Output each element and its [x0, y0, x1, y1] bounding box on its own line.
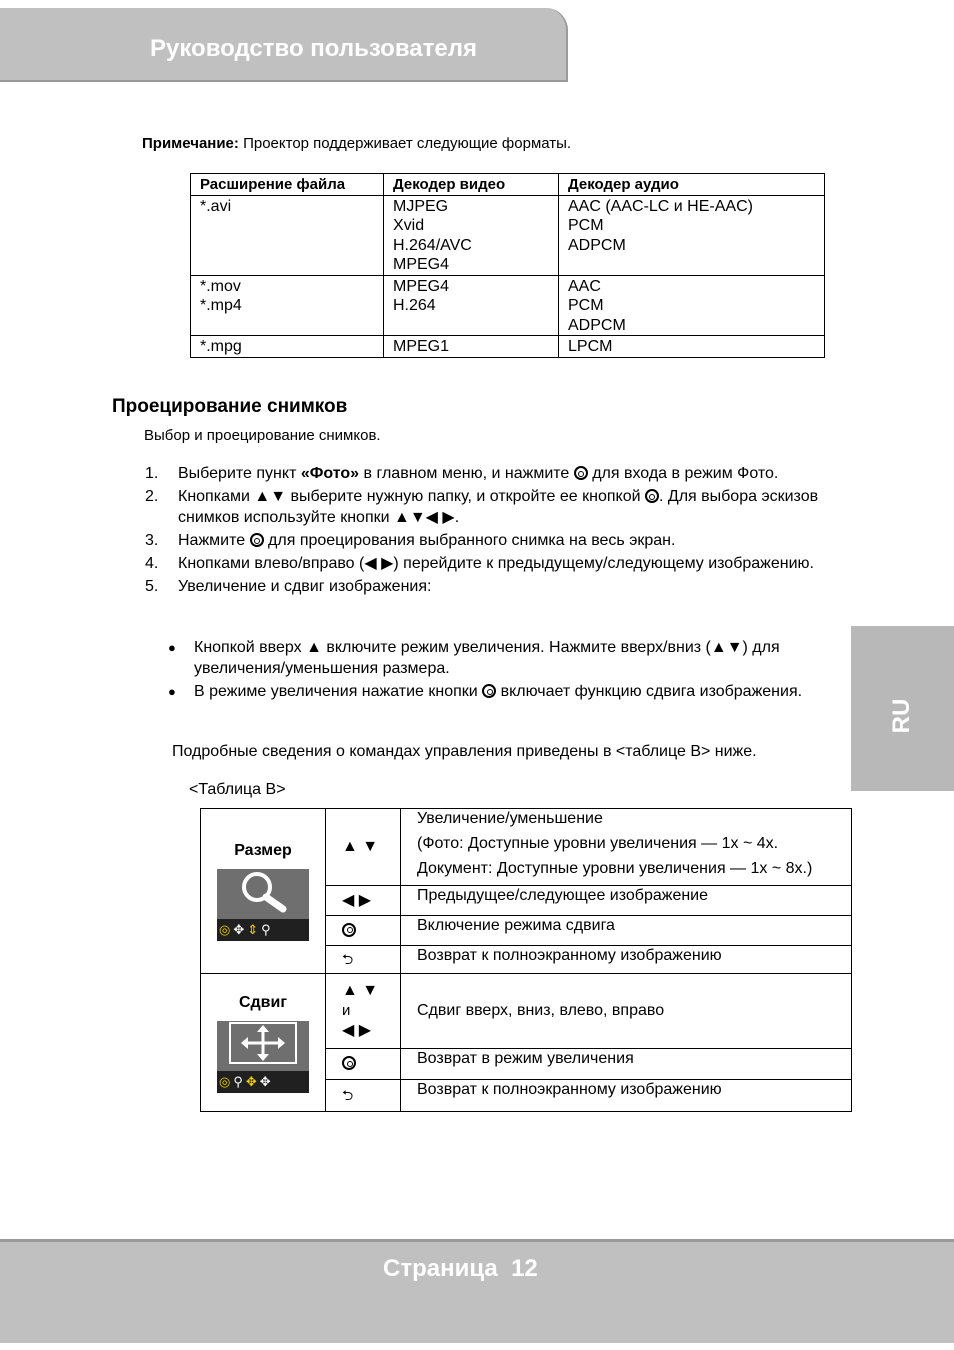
section-title: Проецирование снимков — [112, 396, 348, 417]
desc-cell: Увеличение/уменьшение (Фото: Доступные уровни увеличения — 1x ~ 4x. Документ: Доступные уровни увеличения — 1x ~ 8x.) — [401, 809, 852, 886]
cell-ext: *.mov *.mp4 — [191, 275, 384, 336]
list-item: 1. Выберите пункт «Фото» в главном меню, и нажмите для входа в режим Фото. — [145, 465, 779, 482]
ok-icon — [574, 466, 588, 480]
note-label: Примечание: — [142, 135, 239, 152]
left-right-arrows-icon: ◀ ▶ — [364, 555, 394, 572]
desc-cell: Возврат в режим увеличения — [401, 1049, 852, 1080]
list-item: ● Кнопкой вверх ▲ включите режим увеличения. Нажмите вверх/вниз (▲▼) для увеличения/уменьшения размера. — [168, 639, 780, 677]
ok-icon — [645, 489, 659, 503]
note — [142, 135, 571, 152]
table-row — [201, 809, 852, 886]
up-down-arrows-icon: ▲ ▼ — [342, 838, 379, 855]
bullet-icon: ● — [168, 684, 176, 699]
key-cell — [326, 1080, 401, 1112]
back-icon: ⮌ — [342, 951, 354, 967]
key-cell — [326, 1049, 401, 1080]
document-title: Руководство пользователя — [150, 35, 477, 62]
up-down-arrows-icon: ▲ ▼ — [342, 982, 379, 999]
cell-audio: LPCM — [559, 336, 825, 358]
key-cell — [326, 946, 401, 974]
formats-header-audio: Декодер аудио — [559, 174, 825, 196]
key-cell — [326, 886, 401, 916]
zoom-thumbnail — [217, 869, 309, 941]
note-text: Проектор поддерживает следующие форматы. — [238, 135, 572, 152]
language-tab — [851, 626, 954, 791]
desc-cell: Предыдущее/следующее изображение — [401, 886, 852, 916]
details-text: Подробные сведения о командах управления приведены в <таблице B> ниже. — [172, 743, 757, 760]
table-row — [201, 974, 852, 1049]
cell-ext: *.mpg — [191, 336, 384, 358]
zoom-toolbar: ◎ ✥ ⇕ ⚲ — [217, 919, 309, 941]
desc-cell: Сдвиг вверх, вниз, влево, вправо — [401, 974, 852, 1049]
pan-thumbnail — [217, 1021, 309, 1093]
desc-cell: Возврат к полноэкранному изображению — [401, 946, 852, 974]
section-intro: Выбор и проецирование снимков. — [144, 427, 381, 444]
arrows-icon: ▲▼◀ ▶ — [393, 509, 455, 526]
language-label: RU — [888, 698, 915, 734]
cell-video: MJPEG Xvid H.264/AVC MPEG4 — [384, 195, 559, 275]
table-row — [191, 275, 825, 336]
pan-mode-label: Сдвиг — [238, 993, 288, 1011]
list-item: ● В режиме увеличения нажатие кнопки включает функцию сдвига изображения. — [168, 683, 803, 700]
desc-cell: Включение режима сдвига — [401, 916, 852, 946]
formats-header-video: Декодер видео — [384, 174, 559, 196]
ok-icon — [342, 923, 356, 937]
list-item: 5. Увеличение и сдвиг изображения: — [145, 578, 432, 595]
bullet-list — [168, 637, 838, 704]
key-cell — [326, 809, 401, 886]
key-cell: ▲ ▼ и ◀ ▶ — [326, 974, 401, 1049]
table-row — [191, 195, 825, 275]
pan-toolbar: ◎ ⚲ ✥ ✥ — [217, 1071, 309, 1093]
size-mode-cell — [201, 809, 326, 974]
magnifier-icon — [217, 869, 309, 913]
up-down-arrows-icon: ▲▼ — [710, 639, 743, 656]
left-right-arrows-icon: ◀ ▶ — [342, 1022, 372, 1039]
list-item: 2. Кнопками ▲▼ выберите нужную папку, и откройте ее кнопкой . Для выбора эскизов снимков используйте кнопки ▲▼◀ ▶. — [145, 488, 819, 526]
steps-list — [145, 463, 845, 599]
list-item: 4. Кнопками влево/вправо (◀ ▶) перейдите к предыдущему/следующему изображению. — [145, 555, 814, 572]
cell-audio: AAC (AAC-LC и HE-AAC) PCM ADPCM — [559, 195, 825, 275]
cell-video: MPEG4 H.264 — [384, 275, 559, 336]
header-tab — [0, 8, 568, 82]
table-row — [191, 336, 825, 358]
list-item: 3. Нажмите для проецирования выбранного снимка на весь экран. — [145, 532, 676, 549]
controls-table — [200, 808, 852, 1112]
up-arrow-icon: ▲ — [306, 639, 322, 656]
ok-icon — [250, 533, 264, 547]
desc-cell: Возврат к полноэкранному изображению — [401, 1080, 852, 1112]
formats-header-ext: Расширение файла — [191, 174, 384, 196]
page-number: Страница 12 — [383, 1255, 538, 1282]
pan-mode-cell — [201, 974, 326, 1112]
cell-ext: *.avi — [191, 195, 384, 275]
table-caption: <Таблица B> — [189, 781, 286, 798]
move-arrows-icon — [217, 1021, 309, 1065]
ok-icon — [482, 684, 496, 698]
key-cell — [326, 916, 401, 946]
up-down-arrows-icon: ▲▼ — [254, 488, 287, 505]
bullet-icon: ● — [168, 640, 176, 655]
formats-table — [190, 173, 825, 358]
cell-audio: AAC PCM ADPCM — [559, 275, 825, 336]
back-icon: ⮌ — [342, 1087, 354, 1103]
ok-icon — [342, 1056, 356, 1070]
footer — [0, 1239, 954, 1343]
size-mode-label: Размер — [234, 842, 292, 859]
cell-video: MPEG1 — [384, 336, 559, 358]
left-right-arrows-icon: ◀ ▶ — [342, 891, 372, 909]
